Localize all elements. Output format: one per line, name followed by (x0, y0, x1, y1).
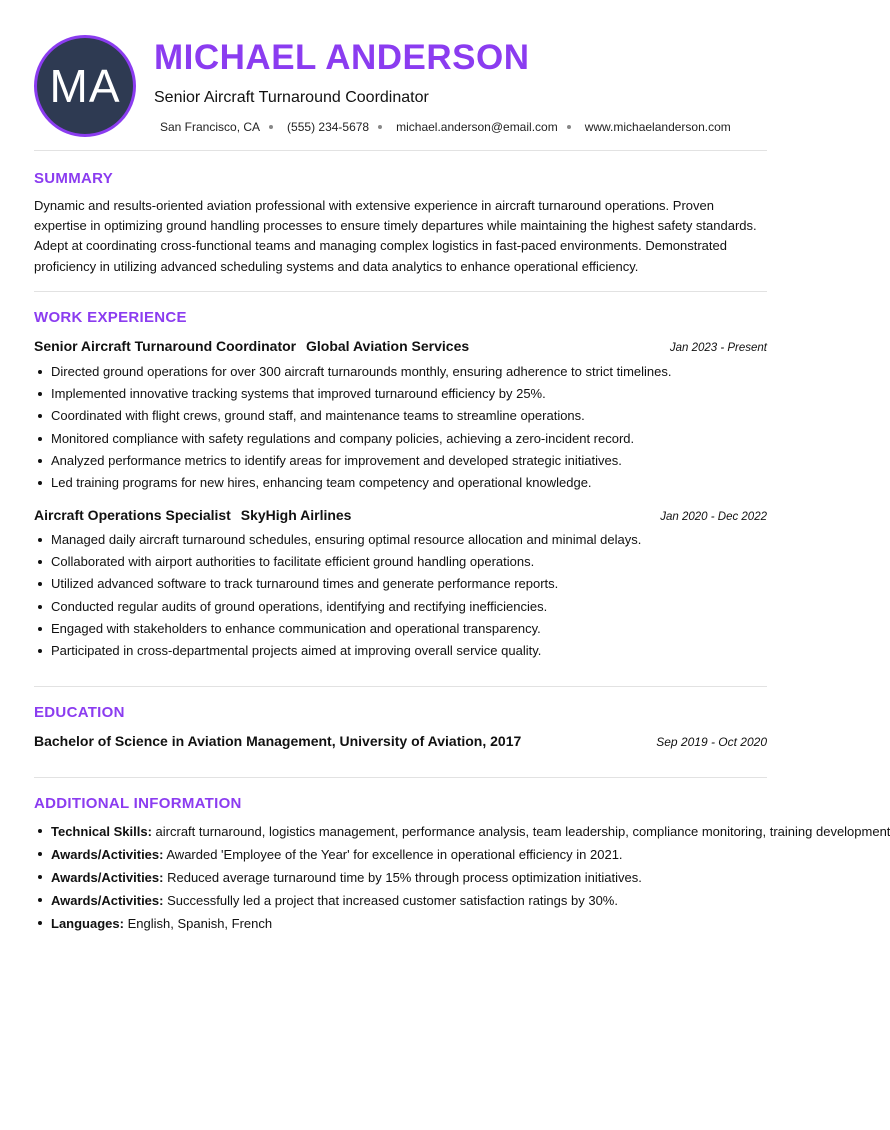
experience-heading: WORK EXPERIENCE (34, 309, 187, 326)
separator-dot (378, 125, 382, 129)
summary-heading: SUMMARY (34, 170, 114, 187)
candidate-name: MICHAEL ANDERSON (154, 38, 530, 77)
job-dates: Jan 2020 - Dec 2022 (660, 511, 767, 523)
separator-dot (269, 125, 273, 129)
list-item: Analyzed performance metrics to identify areas for improvement and developed strategic initiatives. (51, 452, 767, 474)
list-item (51, 891, 767, 910)
resume-header (0, 0, 800, 150)
avatar (34, 35, 136, 137)
item-text: Successfully led a project that increased customer satisfaction ratings by 30%. (167, 893, 618, 908)
contact-location: San Francisco, CA (160, 120, 261, 134)
list-item: Utilized advanced software to track turnaround times and generate performance reports. (51, 575, 767, 597)
item-text: Awarded 'Employee of the Year' for excellence in operational efficiency in 2021. (166, 847, 623, 862)
list-item: Directed ground operations for over 300 aircraft turnarounds monthly, ensuring adherence to strict timelines. (51, 363, 767, 385)
contact-website[interactable]: www.michaelanderson.com (584, 120, 731, 134)
additional-heading: ADDITIONAL INFORMATION (34, 795, 242, 812)
item-label: Awards/Activities: (51, 893, 164, 908)
avatar-initials: MA (49, 60, 121, 112)
additional-list (51, 822, 890, 937)
education-heading: EDUCATION (34, 704, 125, 721)
item-text: aircraft turnaround, logistics management, performance analysis, team leadership, compliance monitoring, training development (155, 824, 890, 839)
job-dates: Jan 2023 - Present (669, 342, 767, 354)
job-bullets (51, 363, 767, 496)
job-company: Global Aviation Services (306, 338, 470, 354)
education-entry (34, 733, 767, 749)
education-degree: Bachelor of Science in Aviation Management, University of Aviation, 2017 (34, 733, 522, 749)
job-header (34, 338, 767, 354)
separator-dot (567, 125, 571, 129)
item-label: Technical Skills: (51, 824, 152, 839)
list-item: Led training programs for new hires, enhancing team competency and operational knowledge. (51, 474, 767, 496)
contact-phone: (555) 234-5678 (287, 120, 370, 134)
list-item: Conducted regular audits of ground operations, identifying and rectifying inefficiencies. (51, 598, 767, 620)
list-item (51, 914, 767, 933)
item-label: Languages: (51, 916, 124, 931)
list-item: Participated in cross-departmental projects aimed at improving overall service quality. (51, 642, 767, 664)
job-role: Senior Aircraft Turnaround Coordinator (34, 338, 297, 354)
contact-line (160, 120, 731, 134)
item-label: Awards/Activities: (51, 847, 164, 862)
education-dates: Sep 2019 - Oct 2020 (656, 735, 767, 749)
list-item: Collaborated with airport authorities to facilitate efficient ground handling operations. (51, 553, 767, 575)
list-item (51, 868, 767, 887)
job-bullets (51, 531, 767, 664)
item-text: English, Spanish, French (127, 916, 273, 931)
list-item: Monitored compliance with safety regulations and company policies, achieving a zero-incident record. (51, 430, 767, 452)
job-role-line (34, 507, 351, 523)
list-item: Implemented innovative tracking systems that improved turnaround efficiency by 25%. (51, 385, 767, 407)
job-role: Aircraft Operations Specialist (34, 507, 231, 523)
list-item: Coordinated with flight crews, ground staff, and maintenance teams to streamline operations. (51, 407, 767, 429)
section-divider (34, 291, 767, 292)
list-item (51, 822, 890, 841)
candidate-title: Senior Aircraft Turnaround Coordinator (154, 89, 429, 106)
section-divider (34, 150, 767, 151)
section-divider (34, 777, 767, 778)
list-item: Engaged with stakeholders to enhance communication and operational transparency. (51, 620, 767, 642)
list-item (51, 845, 767, 864)
item-label: Awards/Activities: (51, 870, 164, 885)
list-item: Managed daily aircraft turnaround schedules, ensuring optimal resource allocation and minimal delays. (51, 531, 767, 553)
summary-text: Dynamic and results-oriented aviation professional with extensive experience in aircraft turnaround operations. Proven expertise in optimizing ground handling processes to ensure timely departures while maintaining the highest safety standards. Adept at coordinating cross-functional teams and managing complex logistics in fast-paced environments. Demonstrated proficiency in utilizing advanced scheduling systems and data analytics to enhance operational efficiency. (34, 198, 757, 274)
job-company: SkyHigh Airlines (240, 507, 352, 523)
item-text: Reduced average turnaround time by 15% through process optimization initiatives. (167, 870, 642, 885)
job-role-line (34, 338, 469, 354)
job-header (34, 507, 767, 523)
section-divider (34, 686, 767, 687)
contact-email[interactable]: michael.anderson@email.com (396, 120, 558, 134)
